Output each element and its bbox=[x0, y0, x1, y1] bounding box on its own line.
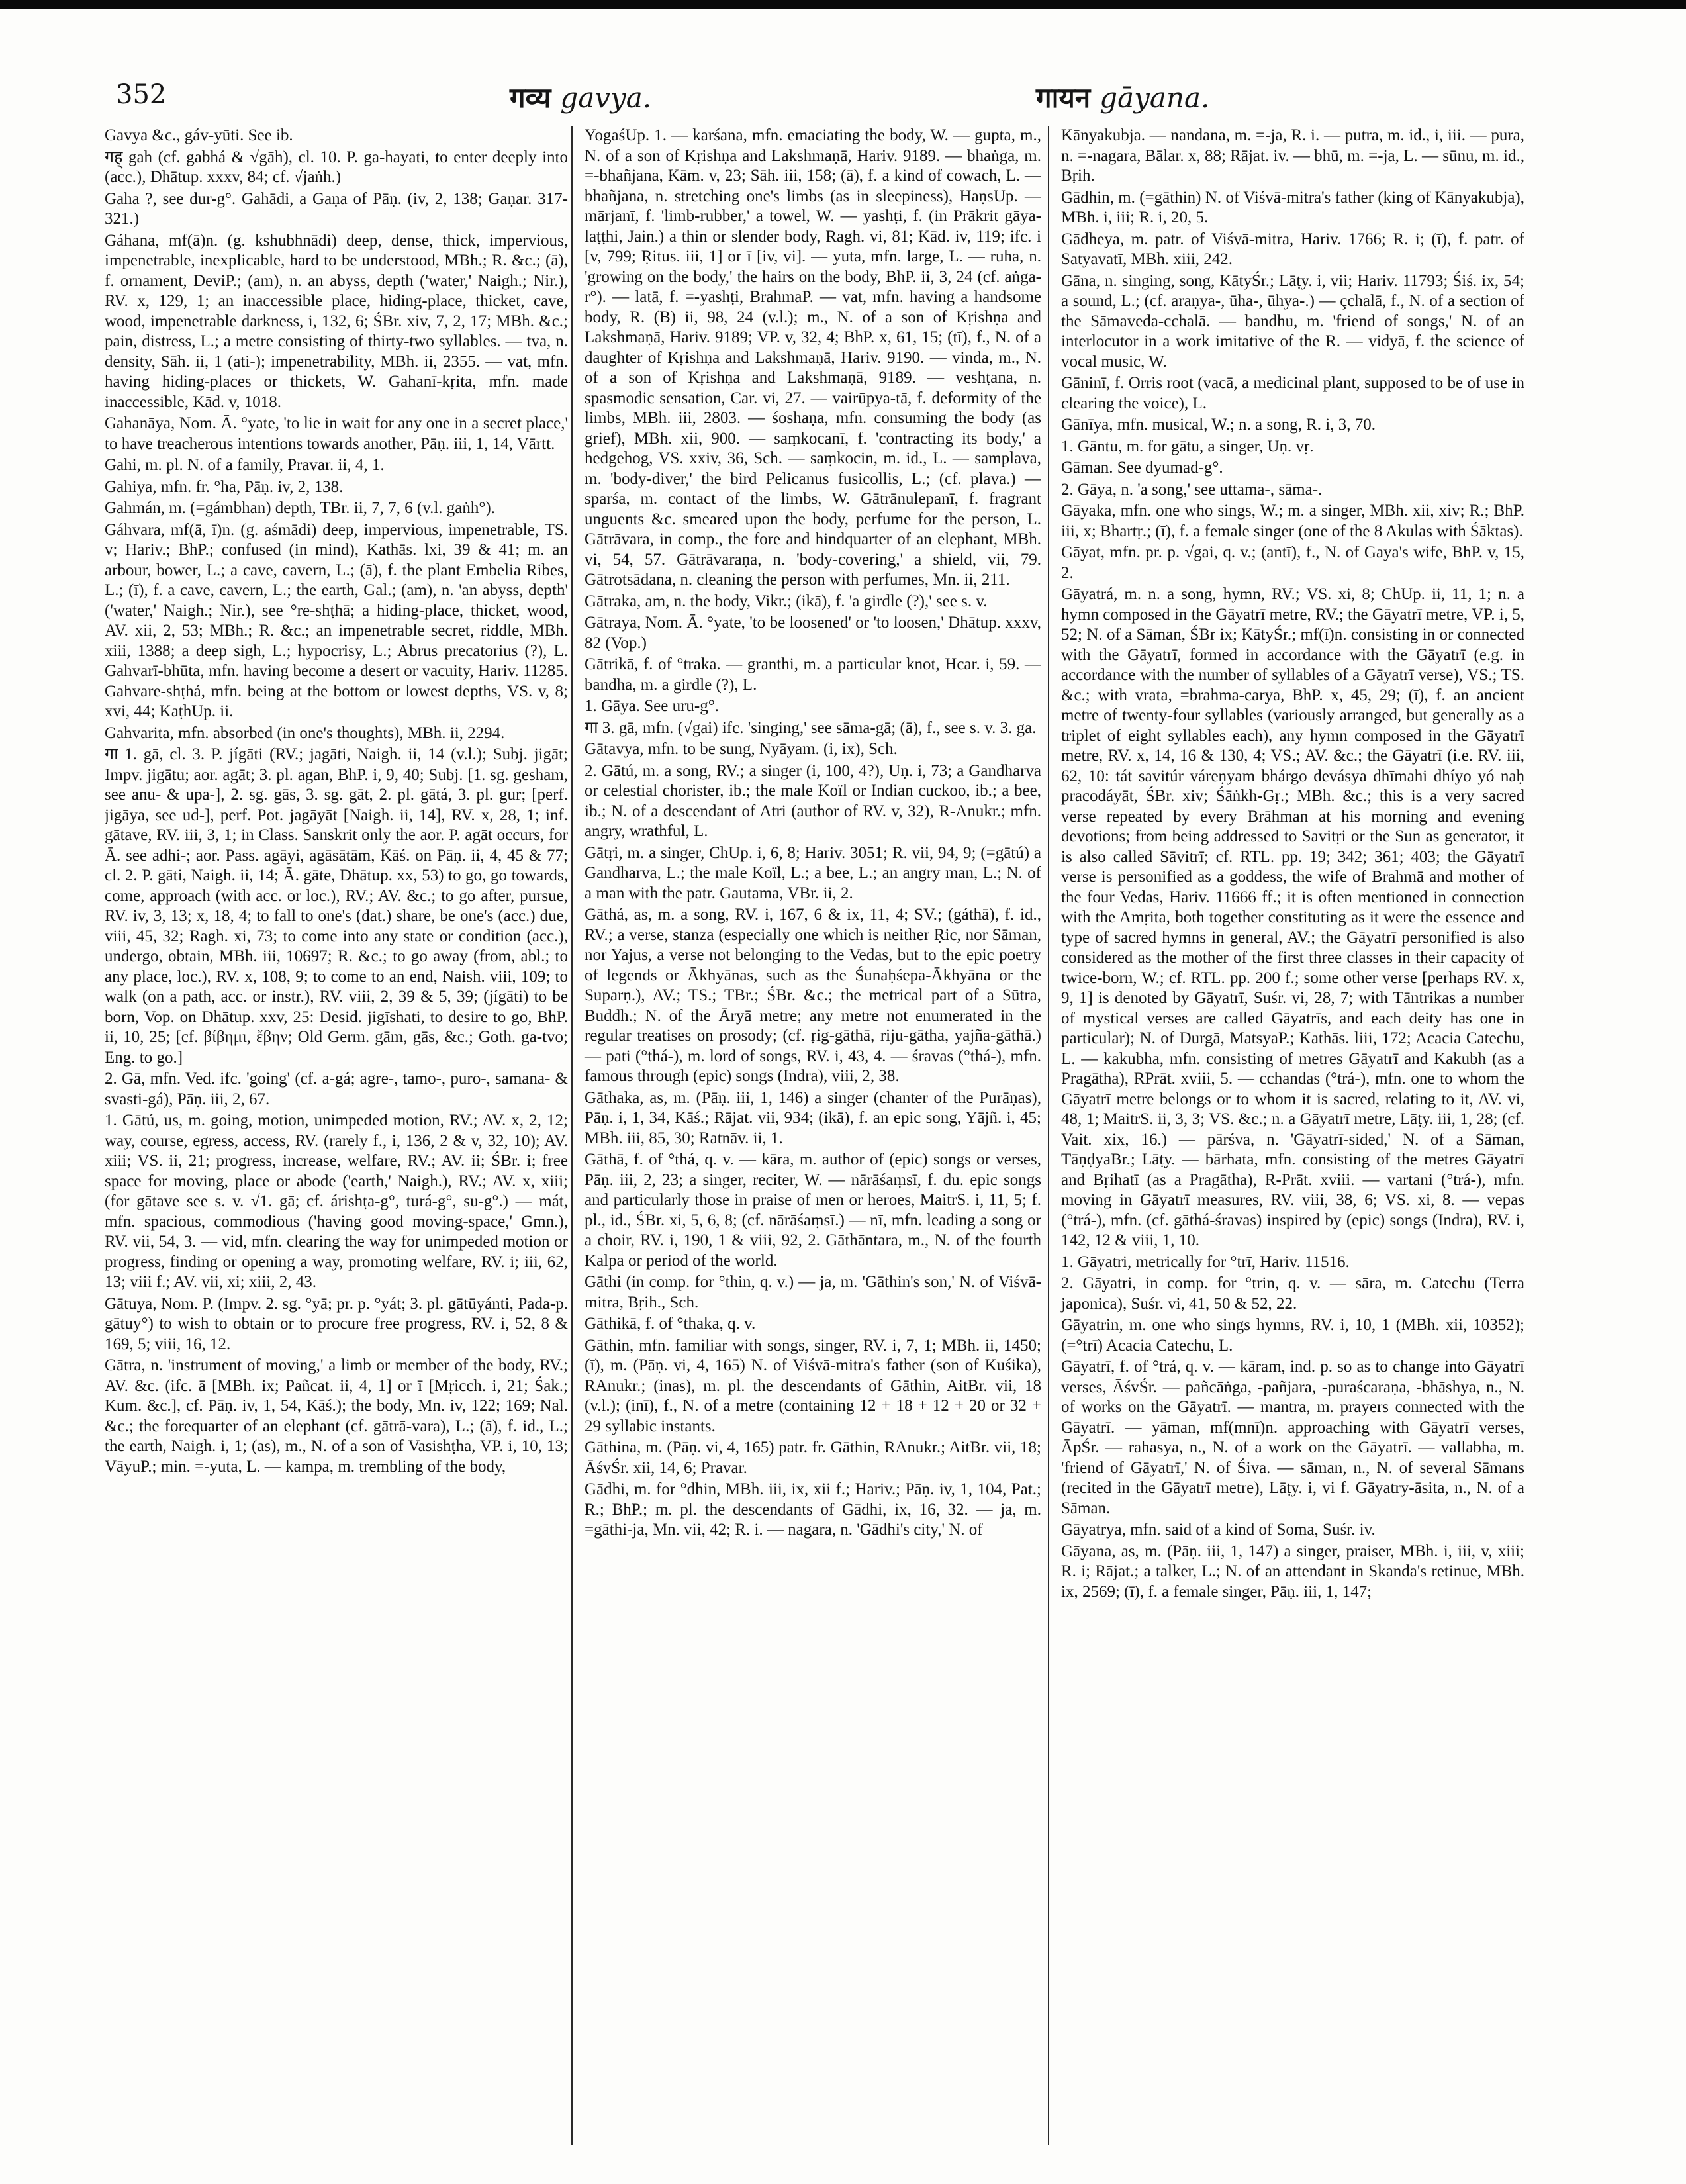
dictionary-entry: Gāthin, mfn. familiar with songs, singer, RV. i, 7, 1; MBh. ii, 1450; (ī), m. (Pāṇ. vi, 4, 165) N. of Viśvā-mitra's father (son of Kuśika), RAnukr.; (inas), m. pl. the descendants of Gāthin, AitBr. vii, 18 (v.l.); (inī), f., N. of a metre (containing 12 + 18 + 12 + 20 or 32 + 29 syllabic instants. bbox=[585, 1336, 1041, 1435]
dictionary-entry: Gahmán, m. (=gámbhan) depth, TBr. ii, 7, 7, 6 (v.l. gaṅh°). bbox=[105, 499, 495, 517]
dictionary-entry: 2. Gāyatri, in comp. for °trin, q. v. — sāra, m. Catechu (Terra japonica), Suśr. vi, 41, 50 & 52, 22. bbox=[1061, 1274, 1524, 1313]
dictionary-entry: Gāyatrin, m. one who sings hymns, RV. i, 10, 1 (MBh. xii, 10352); (=°trī) Acacia Catechu, L. bbox=[1061, 1316, 1524, 1354]
dictionary-entry: Gāninī, f. Orris root (vacā, a medicinal plant, supposed to be of use in clearing the voice), L. bbox=[1061, 374, 1524, 412]
running-head-right-translit: gāyana. bbox=[1100, 81, 1210, 114]
dictionary-entry: Gahi, m. pl. N. of a family, Pravar. ii, 4, 1. bbox=[105, 456, 385, 474]
dictionary-entry: Gāthā, f. of °thá, q. v. — kāra, m. author of (epic) songs or verses, Pāṇ. iii, 2, 23; a singer, reciter, W. — nārāśaṃsī, f. du. epic songs and particularly those in praise of men or heroes, MaitrS. i, 11, 5; f. pl., id., ŚBr. xi, 5, 6, 8; (cf. nārāśaṃsī.) — nī, mfn. leading a song or a choir, RV. i, 190, 1 & viii, 92, 2. Gāthāntara, m., N. of the fourth Kalpa or period of the world. bbox=[585, 1151, 1041, 1270]
dictionary-entry: 2. Gā, mfn. Ved. ifc. 'going' (cf. a-gá; agre-, tamo-, puro-, samana- & svasti-gá), Pāṇ. iii, 2, 67. bbox=[105, 1070, 568, 1108]
dictionary-entry: Gāman. See dyumad-g°. bbox=[1061, 459, 1223, 477]
dictionary-entry: Gavya &c., gáv-yūti. See ib. bbox=[105, 126, 293, 144]
dictionary-entry: Gāyat, mfn. pr. p. √gai, q. v.; (antī), f., N. of Gaya's wife, BhP. v, 15, 2. bbox=[1061, 544, 1524, 582]
dictionary-entry: गा 3. gā, mfn. (√gai) ifc. 'singing,' see sāma-gā; (ā), f., see s. v. 3. ga. bbox=[585, 718, 1037, 737]
dictionary-entry: Gáhana, mf(ā)n. (g. kshubhnādi) deep, dense, thick, impervious, impenetrable, inexplicable, hard to be understood, MBh.; R. &c.; (ā), f. ornament, DeviP.; (am), n. an abyss, depth ('water,' Naigh.; Nir.), RV. x, 129, 1; an inaccessible place, hiding-place, thicket, cave, wood, impenetrable darkness, i, 132, 6; ŚBr. xiv, 7, 2, 17; MBh. &c.; pain, distress, L.; a metre consisting of thirty-two syllables. — tva, n. density, Sāh. ii, 1 (ati-); impenetrability, MBh. ii, 2355. — vat, mfn. having hiding-places or thickets, W. Gahanī-kṛita, mfn. made inaccessible, Kād. v, 1018. bbox=[105, 231, 568, 411]
dictionary-entry: Kānyakubja. — nandana, m. =-ja, R. i. — putra, m. id., i, iii. — pura, n. =-nagara, Bālar. x, 88; Rājat. iv. — bhū, m. =-ja, L. — sūnu, m. id., Bṛih. bbox=[1061, 126, 1524, 185]
dictionary-entry: Gāyatrá, m. n. a song, hymn, RV.; VS. xi, 8; ChUp. ii, 11, 1; n. a hymn composed in the Gāyatrī metre, RV.; the Gāyatrī metre, VP. i, 5, 52; N. of a Sāman, ŚBr ix; KātyŚr.; mf(ī)n. consisting in or connected with the Gāyatrī, formed in accordance with the Gāyatrī (e.g. in accordance with the number of syllables of a Gāyatrī verse), VS.; TS. &c.; with vrata, =brahma-carya, BhP. x, 45, 29; (ī), f. an ancient metre of twenty-four syllables (variously arranged, but generally as a triplet of eight syllables each), any hymn composed in the Gāyatrī metre, RV. x, 14, 16 & 130, 4; VS.; AV. &c.; the Gāyatrī (i.e. RV. iii, 62, 10: tát savitúr váreṇyam bhárgo devásya dhīmahi dhíyo yó naḥ pracodáyāt, ŚBr. xiv; Śāṅkh-Gṛ.; MBh. &c.; this is a very sacred verse repeated by every Brāhman at his morning and evening devotions; from being addressed to Savitṛi or the Sun as generator, it is also called Sāvitrī; cf. RTL. pp. 19; 342; 361; 403; the Gāyatrī verse is personified as a goddess, the wife of Brahmā and mother of the four Vedas, Hariv. 11666 ff.; it is often mentioned in connection with the Amṛita, both together constituting as it were the essence and type of sacred hymns in general, AV.; the Gāyatrī personified is also considered as the mother of the first three classes in their capacity of twice-born, W.; cf. RTL. pp. 200 f.; some other verse [perhaps RV. x, 9, 1] is denoted by Gāyatrī, Suśr. vi, 28, 7; with Tāntrikas a number of mystical verses are called Gāyatrīs, and each deity has one in particular); N. of Durgā, MatsyaP.; Kathās. liii, 172; Acacia Catechu, L. — kakubha, mfn. consisting of metres Gāyatrī and Kakubh (as a Pragātha), RPrāt. xviii, 5. — cchandas (°trá-), mfn. one to whom the Gāyatrī metre belongs or to whom it is sacred, relating to it, AV. vi, 48, 1; MaitrS. ii, 3, 3; VS. &c.; n. a Gāyatrī metre, Lāṭy. iii, 1, 28; (cf. Vait. xix, 16.) — pārśva, n. 'Gāyatrī-sided,' N. of a Sāman, TāṇḍyaBr.; Lāṭy. — bārhata, mfn. consisting of the metres Gāyatrī and Bṛihatī (as a Pragātha), R-Prāt. xviii. — vartani (°trá-), mfn. moving in Gāyatrī measures, RV. viii, 38, 6; VS. xi, 8. — vepas (°trá-), mfn. (cf. gāthá-śravas) inspired by (epic) songs (Indra), RV. i, 142, 12 & viii, 1, 10. bbox=[1061, 585, 1524, 1249]
dictionary-entry: 2. Gātú, m. a song, RV.; a singer (i, 100, 4?), Uṇ. i, 73; a Gandharva or celestial chorister, ib.; the male Koïl or Indian cuckoo, ib.; a bee, ib.; N. of a descendant of Atri (author of RV. v, 32), R-Anukr.; mfn. angry, wrathful, L. bbox=[585, 761, 1041, 840]
dictionary-entry: 1. Gāyatri, metrically for °trī, Hariv. 11516. bbox=[1061, 1253, 1350, 1271]
dictionary-entry: Gānīya, mfn. musical, W.; n. a song, R. i, 3, 70. bbox=[1061, 416, 1376, 434]
page-number: 352 bbox=[116, 79, 167, 110]
running-head-right-devanagari: गायन bbox=[1036, 81, 1091, 114]
running-head-left bbox=[510, 78, 651, 116]
dictionary-entry: Gāyaka, mfn. one who sings, W.; m. a singer, MBh. xii, xiv; R.; BhP. iii, x; Bhartṛ.; (ī), f. a female singer (one of the 8 Akulas with Śāktas). bbox=[1061, 502, 1524, 540]
dictionary-entry: Gāyana, as, m. (Pāṇ. iii, 1, 147) a singer, praiser, MBh. i, iii, v, xiii; R. i; Rājat.; a talker, L.; N. of an attendant in Skanda's retinue, MBh. ix, 2569; (ī), f. a female singer, Pāṇ. iii, 1, 147; bbox=[1061, 1542, 1524, 1601]
dictionary-entry: Gáhvara, mf(ā, ī)n. (g. aśmādi) deep, impervious, impenetrable, TS. v; Hariv.; BhP.; confused (in mind), Kathās. lxi, 39 & 41; m. an arbour, bower, L.; a cave, cavern, L.; (ā), f. the plant Embelia Ribes, L.; (ī), f. a cave, cavern, L.; the earth, Gal.; (am), n. 'an abyss, depth' ('water,' Naigh.; Nir.), see °re-shṭhā; a hiding-place, thicket, wood, AV. xii, 2, 53; MBh.; R. &c.; an impenetrable secret, riddle, MBh. xiii, 1388; a deep sigh, L.; hypocrisy, L.; Abrus precatorius (?), L. Gahvarī-bhūta, mfn. having become a desert or vacuity, Hariv. 11285. Gahvare-shṭhá, mfn. being at the bottom or lowest depths, VS. v, 8; xvi, 44; KaṭhUp. ii. bbox=[105, 520, 568, 720]
page-header bbox=[116, 73, 1592, 119]
dictionary-entry: Gātraya, Nom. Ā. °yate, 'to be loosened' or 'to loosen,' Dhātup. xxxv, 82 (Vop.) bbox=[585, 614, 1041, 652]
dictionary-entry: Gahvarita, mfn. absorbed (in one's thoughts), MBh. ii, 2294. bbox=[105, 724, 505, 742]
dictionary-entry: गा 1. gā, cl. 3. P. jígāti (RV.; jagāti, Naigh. ii, 14 (v.l.); Subj. jigāt; Impv. jigātu; aor. agāt; 3. pl. agan, BhP. i, 9, 40; Subj. [1. sg. gesham, see anu- & upa-], 2. sg. gās, 3. sg. gāt, 2. pl. gātá, 3. pl. gur; [perf. jigāya, see ud-], perf. Pot. jagāyāt [Naigh. ii, 14], RV. x, 28, 1; inf. gātave, RV. iii, 3, 1; in Class. Sanskrit only the aor. P. agāt occurs, for Ā. see adhi-; aor. Pass. agāyi, agāsātām, Kāś. on Pāṇ. ii, 4, 45 & 77; cl. 2. P. gāti, Naigh. ii, 14; Ā. gāte, Dhātup. xx, 53) to go, go towards, come, approach (with acc. or loc.), RV.; AV. &c.; to go after, pursue, RV. iv, 3, 13; x, 18, 4; to fall to one's (dat.) share, be one's (acc.) due, viii, 45, 32; Ragh. xi, 73; to come into any state or condition (acc.), undergo, obtain, MBh. iii, 10697; R. &c.; to go away (from, abl.; to any place, loc.), RV. x, 108, 9; to come to an end, Naish. viii, 109; to walk (on a path, acc. or instr.), RV. viii, 2, 39 & 5, 39; (jígāti) to be born, Vop. on Dhātup. xxv, 25: Desid. jigīshati, to desire to go, BhP. ii, 10, 25; [cf. βίβημι, ἔβην; Old Germ. gām, gās, &c.; Goth. ga-tvo; Eng. to go.] bbox=[105, 745, 568, 1067]
dictionary-entry: Gahiya, mfn. fr. °ha, Pāṇ. iv, 2, 138. bbox=[105, 477, 344, 496]
running-head-left-translit: gavya. bbox=[560, 81, 652, 114]
column-2 bbox=[571, 126, 1041, 2145]
dictionary-entry: Gāyatrya, mfn. said of a kind of Soma, Suśr. iv. bbox=[1061, 1521, 1376, 1539]
dictionary-entry: 1. Gāntu, m. for gātu, a singer, Uṇ. vṛ. bbox=[1061, 437, 1314, 455]
dictionary-entry: गह् gah (cf. gabhá & √gāh), cl. 10. P. ga-hayati, to enter deeply into (acc.), Dhātup. xxxv, 84; cf. √jaṅh.) bbox=[105, 148, 568, 186]
scan-top-border bbox=[0, 0, 1686, 9]
dictionary-entry: Gātraka, am, n. the body, Vikr.; (ikā), f. 'a girdle (?),' see s. v. bbox=[585, 592, 988, 610]
dictionary-entry: Gāthá, as, m. a song, RV. i, 167, 6 & ix, 11, 4; SV.; (gáthā), f. id., RV.; a verse, stanza (especially one which is neither Ṛic, nor Sāman, nor Yajus, a verse not belonging to the Vedas, but to the epic poetry of legends or Ākhyānas, such as the Śunaḥśepa-Ākhyāna or the Suparṇ.), AV.; TS.; TBr.; ŚBr. &c.; the metrical part of a Sūtra, Buddh.; N. of the Āryā metre; any metre not enumerated in the regular treatises on prosody; (cf. ṛig-gāthā, riju-gātha, yajña-gāthā.) — pati (°thá-), m. lord of songs, RV. i, 43, 4. — śravas (°thá-), mfn. famous through (epic) songs (Indra), viii, 2, 38. bbox=[585, 906, 1041, 1085]
dictionary-columns bbox=[105, 126, 1594, 2145]
dictionary-entry: YogaśUp. 1. — karśana, mfn. emaciating the body, W. — gupta, m., N. of a son of Kṛishṇa and Lakshmaṇā, Hariv. 9189. — bhaṅga, m. =-bhañjana, Kām. v, 23; Sāh. iii, 158; (ā), f. a kind of cowach, L. — bhañjana, n. stretching one's limbs (as in sleepiness), HaṇsUp. — mārjanī, f. 'limb-rubber,' a towel, W. — yashṭi, f. (in Prākrit gāya-laṭṭhi, Jain.) a thin or slender body, Ragh. vi, 81; Kād. iv, 119; ifc. i [v, 799; Ṛitus. iii, 1] or ī [iv, vi]. — yuta, mfn. large, L. — ruha, n. 'growing on the body,' the hairs on the body, BhP. ii, 3, 24 (cf. aṅga-r°). — latā, f. =-yashṭi, BrahmaP. — vat, mfn. having a handsome body, R. (B) ii, 98, 24 (v.l.); m., N. of a son of Kṛishṇa and Lakshmaṇā, Hariv. 9189; VP. v, 32, 4; BhP. x, 61, 15; (tī), f., N. of a daughter of Kṛishṇa and Lakshmaṇā, Hariv. 9190. — vinda, m., N. of a son of Kṛishṇa and Lakshmaṇā, 9189. — veshṭana, n. spasmodic sensation, Car. vi, 27. — vairūpya-tā, f. deformity of the limbs, MBh. iii, 2803. — śoshaṇa, mfn. consuming the body (as grief), MBh. xii, 900. — saṃkocanī, f. 'contracting its body,' a hedgehog, VS. xxiv, 36, Sch. — saṃkocin, m. id., L. — samplava, m. 'body-diver,' the bird Pelicanus fusicollis, L.; (cf. plava.) — sparśa, m. contact of the limbs, W. Gātrānulepanī, f. fragrant unguents &c. smeared upon the body, perfume for the person, L. Gātrāvara, in comp., the fore and hindquarter of an elephant, MBh. vi, 54, 57. Gātrāvaraṇa, n. 'body-covering,' a shield, vii, 79. Gātrotsādana, n. cleaning the person with perfumes, Mn. ii, 211. bbox=[585, 126, 1041, 589]
dictionary-entry: 2. Gāya, n. 'a song,' see uttama-, sāma-. bbox=[1061, 480, 1323, 499]
dictionary-entry: Gātrikā, f. of °traka. — granthi, m. a particular knot, Hcar. i, 59. — bandha, m. a girdle (?), L. bbox=[585, 655, 1041, 694]
dictionary-entry: Gātṛi, m. a singer, ChUp. i, 6, 8; Hariv. 3051; R. vii, 94, 9; (=gātú) a Gandharva, L.; the male Koïl, L.; a bee, L.; an angry man, L.; N. of a man with the patr. Gautama, VBr. ii, 2. bbox=[585, 843, 1041, 902]
running-head-left-devanagari: गव्य bbox=[510, 81, 551, 114]
dictionary-entry: Gāna, n. singing, song, KātyŚr.; Lāṭy. i, vii; Hariv. 11793; Śiś. ix, 54; a sound, L.; (cf. araṇya-, ūha-, ūhya-.) — çchalā, f., N. of a section of the Sāmaveda-cchalā. — bandhu, m. 'friend of songs,' N. of an interlocutor in a work imitative of the R. — vidyā, f. the science of vocal music, W. bbox=[1061, 271, 1524, 371]
dictionary-entry: 1. Gātú, us, m. going, motion, unimpeded motion, RV.; AV. x, 2, 12; way, course, egress, access, RV. (rarely f., i, 136, 2 & v, 32, 10); AV. xiii; VS. ii, 21; progress, increase, welfare, RV.; AV. ii; ŚBr. i; free space for moving, place or abode ('earth,' Naigh.), RV.; AV. x, xiii; (for gātave see s. v. √1. gā; cf. árishṭa-g°, turá-g°, su-g°.) — mát, mfn. spacious, commodious ('having good moving-space,' Gmn.), RV. vii, 54, 3. — vid, mfn. clearing the way for unimpeded motion or progress, finding or opening a way, promoting welfare, RV. i; iii, 62, 13; viii f.; AV. vii, xi; xiii, 2, 43. bbox=[105, 1112, 568, 1291]
dictionary-entry: Gātuya, Nom. P. (Impv. 2. sg. °yā; pr. p. °yát; 3. pl. gātūyánti, Pada-p. gātuy°) to wish to obtain or to procure free progress, RV. i, 52, 8 & 169, 5; viii, 16, 12. bbox=[105, 1294, 568, 1353]
dictionary-entry: Gādheya, m. patr. of Viśvā-mitra, Hariv. 1766; R. i; (ī), f. patr. of Satyavatī, MBh. xiii, 242. bbox=[1061, 230, 1524, 268]
dictionary-entry: Gāthaka, as, m. (Pāṇ. iii, 1, 146) a singer (chanter of the Purāṇas), Pāṇ. i, 1, 34, Kāś.; Rājat. vii, 934; (ikā), f. an epic song, Yājñ. i, 45; MBh. iii, 85, 30; Ratnāv. ii, 1. bbox=[585, 1088, 1041, 1147]
dictionary-entry: Gāthina, m. (Pāṇ. vi, 4, 165) patr. fr. Gāthin, RAnukr.; AitBr. vii, 18; ĀśvŚr. xii, 14, 6; Pravar. bbox=[585, 1439, 1041, 1477]
dictionary-entry: Gādhi, m. for °dhin, MBh. iii, ix, xii f.; Hariv.; Pāṇ. iv, 1, 104, Pat.; R.; BhP.; m. pl. the descendants of Gādhi, ix, 16, 32. — ja, m. =gāthi-ja, Mn. vii, 42; R. i. — nagara, n. 'Gādhi's city,' N. of bbox=[585, 1480, 1041, 1539]
column-3 bbox=[1048, 126, 1524, 2145]
dictionary-entry: Gātra, n. 'instrument of moving,' a limb or member of the body, RV.; AV. &c. (ifc. ā [MBh. ix; Pañcat. ii, 4, 1] or ī [Mṛicch. i, 21; Śak.; Kum. &c.], cf. Pāṇ. iv, 1, 54, Kāś.); the body, Mn. iv, 122; 169; Nal. &c.; the forequarter of an elephant (cf. gātrā-vara), L.; (ā), f. id., L.; the earth, Naigh. i, 1; (as), m., N. of a son of Vasishṭha, VP. i, 10, 13; VāyuP.; min. =-yuta, L. — kampa, m. trembling of the body, bbox=[105, 1356, 568, 1476]
dictionary-entry: Gādhin, m. (=gāthin) N. of Viśvā-mitra's father (king of Kānyakubja), MBh. i, iii; R. i, 20, 5. bbox=[1061, 188, 1524, 226]
dictionary-entry: Gāthi (in comp. for °thin, q. v.) — ja, m. 'Gāthin's son,' N. of Viśvā-mitra, Bṛih., Sch. bbox=[585, 1273, 1041, 1311]
dictionary-entry: Gahanāya, Nom. Ā. °yate, 'to lie in wait for any one in a secret place,' to have treacherous intentions towards another, Pāṇ. iii, 1, 14, Vārtt. bbox=[105, 414, 568, 453]
dictionary-entry: Gāyatrī, f. of °trá, q. v. — kāram, ind. p. so as to change into Gāyatrī verses, ĀśvŚr. — pañcāṅga, -pañjara, -puraścaraṇa, -bhāshya, n., N. of works on the Gāyatrī. — mantra, m. prayers connected with the Gāyatrī. — yāman, mf(mnī)n. approaching with Gāyatrī verses, ĀpŚr. — rahasya, n., N. of a work on the Gāyatrī. — vallabha, m. 'friend of Gāyatrī,' N. of Śiva. — sāman, n., N. of several Sāmans (recited in the Gāyatrī metre), Lāṭy. i, vi f. Gāyatry-āsita, n., N. of a Sāman. bbox=[1061, 1358, 1524, 1517]
dictionary-entry: Gāthikā, f. of °thaka, q. v. bbox=[585, 1315, 756, 1333]
dictionary-entry: Gātavya, mfn. to be sung, Nyāyam. (i, ix), Sch. bbox=[585, 740, 898, 758]
dictionary-entry: Gaha ?, see dur-g°. Gahādi, a Gaṇa of Pāṇ. (iv, 2, 138; Gaṇar. 317-321.) bbox=[105, 189, 568, 228]
running-head-right bbox=[1036, 78, 1209, 116]
dictionary-entry: 1. Gāya. See uru-g°. bbox=[585, 697, 719, 715]
column-1 bbox=[105, 126, 568, 2145]
